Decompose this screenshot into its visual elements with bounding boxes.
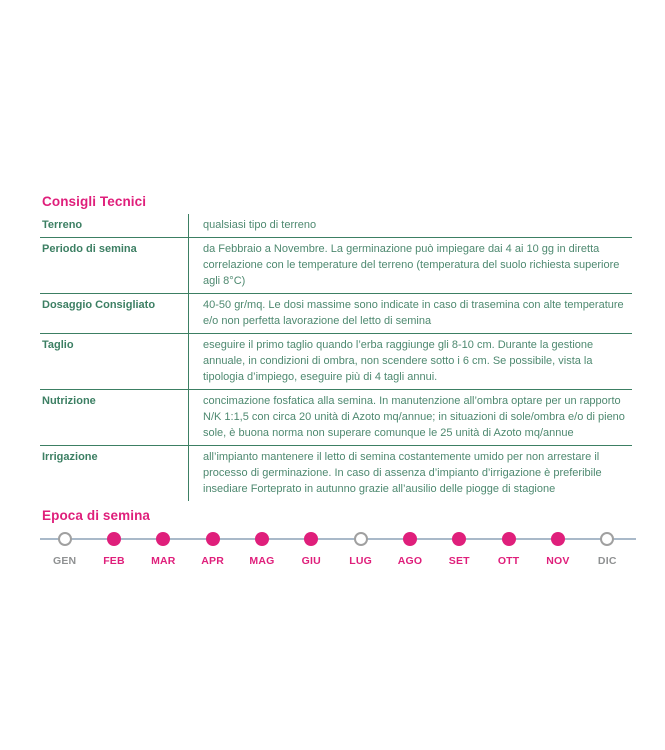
timeline-month [89,532,138,574]
table-row [40,238,632,294]
month-label: MAG [249,555,275,567]
table-row [40,446,632,501]
tech-table [40,214,632,501]
timeline-month [435,532,484,574]
timeline-month [484,532,533,574]
row-value: all’impianto mantenere il letto di semina costantemente umido per non arrestare il processo di germinazione. In caso di assenza d’impianto d’irrigazione è preferibile insediare Forteprato in autunno grazie all’ausilio delle piogge di stagione [203,451,602,495]
timeline-month [139,532,188,574]
row-value: qualsiasi tipo di terreno [203,219,317,231]
filled-dot-icon [551,532,565,546]
filled-dot-icon [502,532,516,546]
month-label: SET [448,555,470,567]
month-label: MAR [151,555,176,567]
timeline-months [40,532,632,574]
table-row [40,334,632,390]
month-label: GIU [301,555,321,567]
row-label: Periodo di semina [40,238,189,293]
timeline-month [533,532,582,574]
sowing-timeline [40,532,632,574]
section-title-epoca-di-semina: Epoca di semina [42,508,151,523]
month-label: OTT [497,555,520,567]
month-label: AGO [397,555,423,567]
sheet-content [40,194,632,574]
row-label: Dosaggio Consigliato [40,294,189,333]
month-label: DIC [597,555,617,567]
month-label: LUG [349,555,373,567]
filled-dot-icon [107,532,121,546]
timeline-month [287,532,336,574]
month-label: GEN [52,555,77,567]
filled-dot-icon [304,532,318,546]
filled-dot-icon [156,532,170,546]
timeline-month [40,532,89,574]
month-label: FEB [103,555,125,567]
timeline-month [188,532,237,574]
row-label: Terreno [40,214,189,237]
month-label: APR [201,555,225,567]
table-row [40,294,632,334]
filled-dot-icon [452,532,466,546]
month-label: NOV [546,555,570,567]
filled-dot-icon [206,532,220,546]
filled-dot-icon [403,532,417,546]
timeline-month [583,532,632,574]
open-dot-icon [58,532,72,546]
timeline-month [336,532,385,574]
table-row [40,214,632,238]
row-value: concimazione fosfatica alla semina. In manutenzione all’ombra optare per un rapporto N/K 1:1,5 con circa 20 unità di Azoto mq/annue; in situazioni di sole/ombra e/o di pieno sole, è buona norma non superare comunque le 25 unità di Azoto mq/annue [203,395,625,439]
timeline-month [385,532,434,574]
table-row [40,390,632,446]
row-label: Taglio [40,334,189,389]
open-dot-icon [354,532,368,546]
row-label: Irrigazione [40,446,189,501]
open-dot-icon [600,532,614,546]
row-value: da Febbraio a Novembre. La germinazione può impiegare dai 4 ai 10 gg in diretta correlazione con le temperature del terreno (temperatura del suolo richiesta superiore agli 8°C) [203,243,620,287]
row-label: Nutrizione [40,390,189,445]
row-value: 40-50 gr/mq. Le dosi massime sono indicate in caso di trasemina con alte temperature e/o non perfetta lavorazione del letto di semina [203,299,624,327]
timeline-month [237,532,286,574]
filled-dot-icon [255,532,269,546]
row-value: eseguire il primo taglio quando l’erba raggiunge gli 8-10 cm. Durante la gestione annuale, in condizioni di ombra, non scendere sotto i 6 cm. Se possibile, vista la tipologia d’impiego, eseguire più di 4 tagli annui. [203,339,594,383]
section-title-consigli-tecnici: Consigli Tecnici [42,194,147,209]
